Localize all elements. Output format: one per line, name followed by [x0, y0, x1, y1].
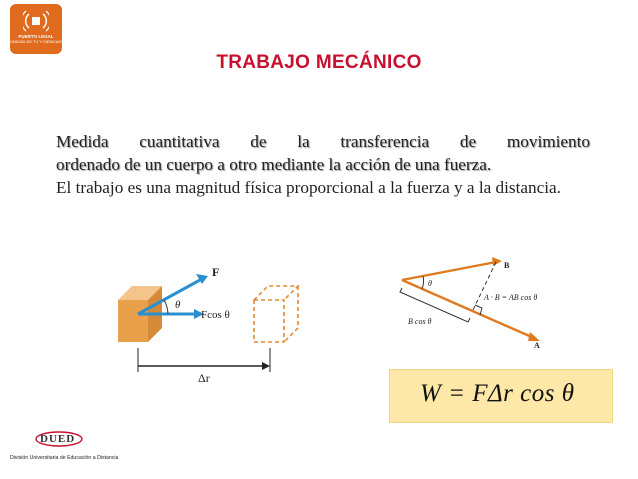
- vector-b: [402, 257, 502, 280]
- angle-label: θ: [175, 299, 181, 311]
- force-label: F: [212, 265, 220, 279]
- body-text: El trabajo es una magnitud física proporcional a la fuerza y a la distancia.: [56, 178, 561, 197]
- projection-diagram: [392, 250, 582, 354]
- definition-line-2: ordenado de un cuerpo a otro mediante la acción de una fuerza.: [56, 155, 492, 174]
- work-formula-box: [389, 369, 613, 423]
- slide-title: TRABAJO MECÁNICO: [216, 52, 422, 73]
- point-a-label: A: [534, 341, 540, 350]
- logo-line-2: UNIDAD DE TV Y CIENCIAS: [10, 39, 62, 44]
- component-label: Fcos θ: [201, 309, 230, 321]
- work-diagram: [100, 248, 340, 386]
- dued-logo: DUED: [40, 433, 76, 445]
- displacement-arrow: [138, 348, 270, 372]
- definition-paragraph: [56, 130, 590, 199]
- vector-a: [402, 280, 540, 341]
- projection-label: B cos θ: [408, 317, 432, 326]
- dot-product-label: A · B = AB cos θ: [484, 293, 538, 302]
- angle-arc: [164, 300, 168, 314]
- broadcast-icon: [23, 10, 49, 32]
- institution-logo: [10, 4, 62, 54]
- logo-line-1: PUERTO LEGAL: [18, 34, 54, 39]
- division-name: División Universitaria de Educación a Distancia: [10, 455, 119, 461]
- dashed-block: [254, 286, 298, 342]
- work-formula: W = FΔr cos θ: [420, 380, 575, 407]
- angle-label: θ: [428, 279, 432, 288]
- definition-line-1: Medida cuantitativa de la transferencia de movimiento: [56, 132, 590, 151]
- perpendicular-line: [472, 262, 496, 312]
- angle-arc: [422, 276, 424, 289]
- displacement-label: Δr: [198, 371, 210, 385]
- point-b-label: B: [504, 261, 510, 270]
